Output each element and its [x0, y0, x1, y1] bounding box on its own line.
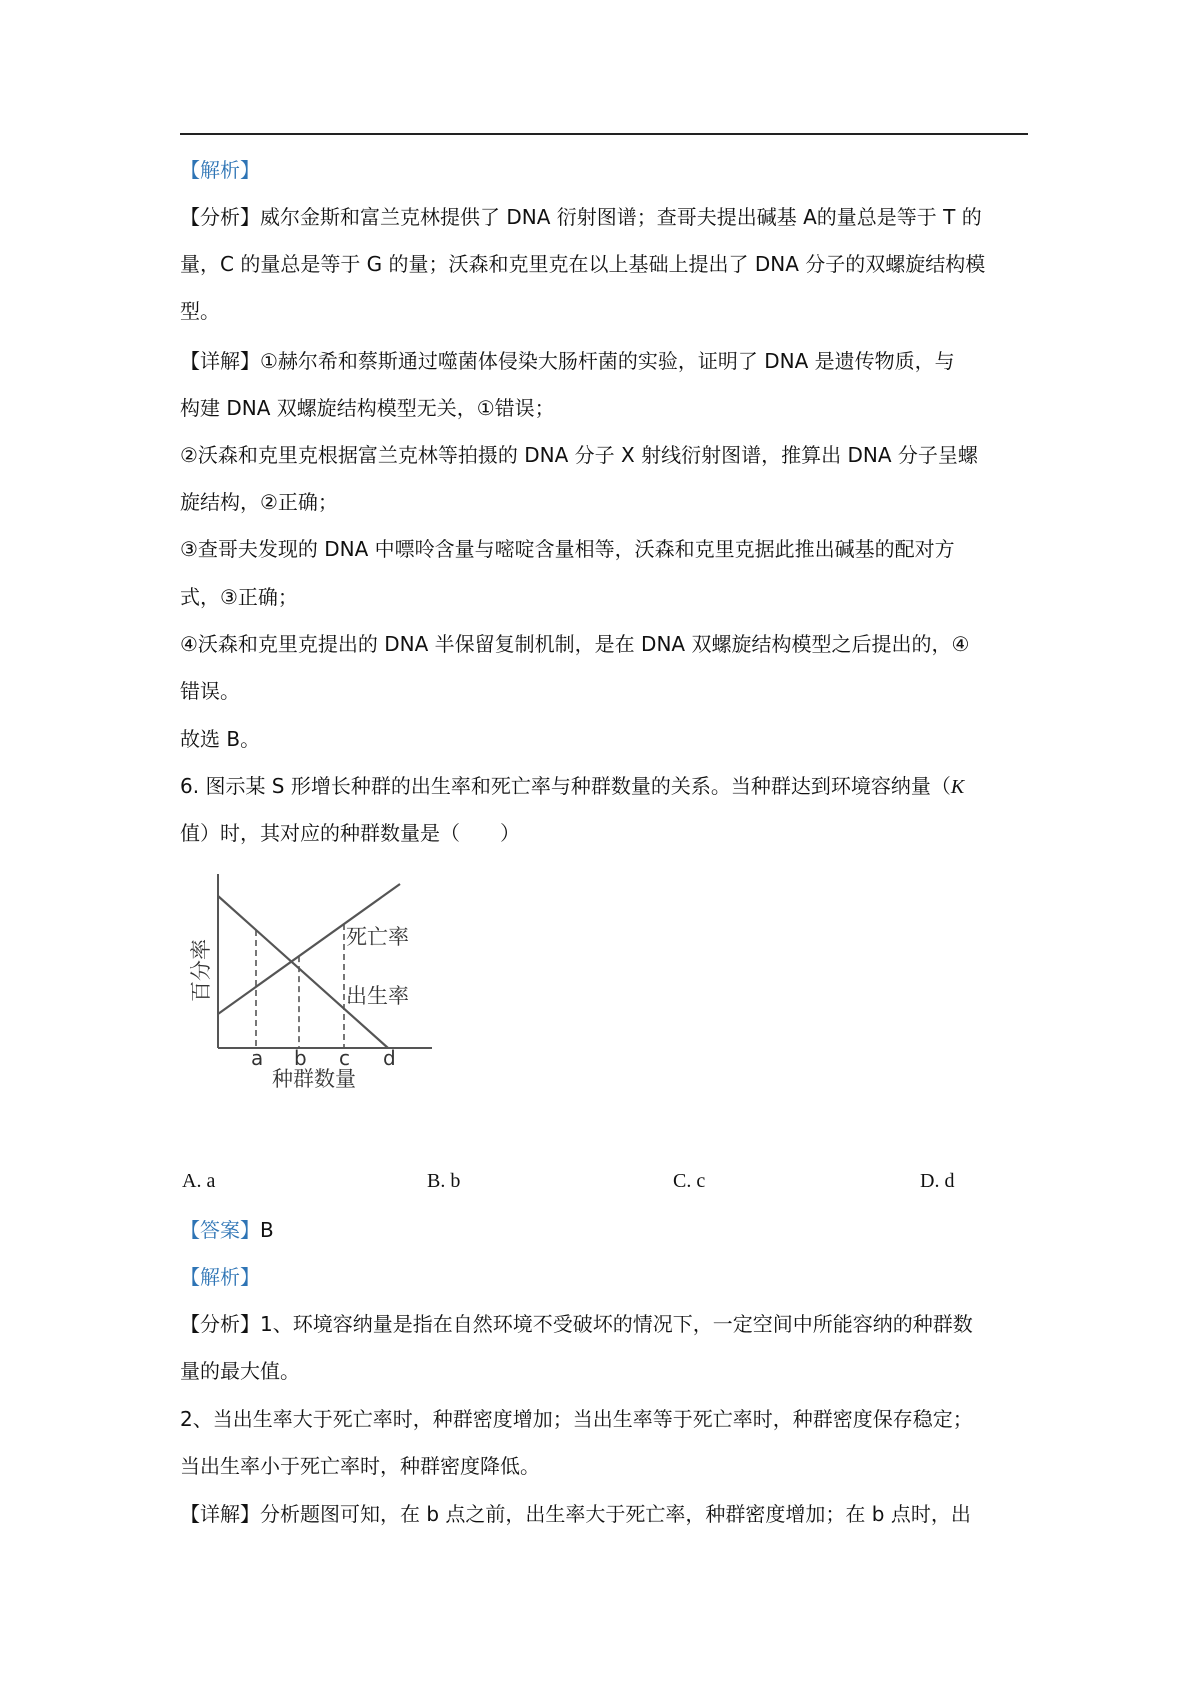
- analysis2-line-3: 2、当出生率大于死亡率时，种群密度增加；当出生率等于死亡率时，种群密度保存稳定；: [180, 1407, 973, 1431]
- question-stem-text: 6. 图示某 S 形增长种群的出生率和死亡率与种群数量的关系。当种群达到环境容纳量（: [180, 774, 951, 798]
- detail-line-2: 构建 DNA 双螺旋结构模型无关，①错误；: [180, 396, 555, 420]
- option-c[interactable]: C. c: [673, 1170, 706, 1192]
- option-b[interactable]: B. b: [427, 1170, 461, 1192]
- answer-tag: 【答案】: [180, 1218, 260, 1242]
- detail-line-6: 式，③正确；: [180, 585, 298, 609]
- option-a[interactable]: A. a: [182, 1170, 216, 1192]
- x-tick-c: c: [339, 1046, 350, 1070]
- detail-line-5: ③查哥夫发现的 DNA 中嘌呤含量与嘧啶含量相等，沃森和克里克据此推出碱基的配对方: [180, 537, 955, 561]
- analysis-line-3: 型。: [180, 299, 220, 323]
- y-axis-label: 百分率: [189, 939, 213, 1002]
- series-line-birth-rate: [218, 896, 388, 1048]
- k-letter: K: [950, 776, 965, 798]
- answer-line: [180, 1216, 274, 1244]
- question-stem-line-1: [180, 772, 964, 801]
- analysis2-line-4: 当出生率小于死亡率时，种群密度降低。: [180, 1454, 540, 1478]
- x-tick-b: b: [294, 1046, 307, 1070]
- analysis-line-1: 【分析】威尔金斯和富兰克林提供了 DNA 衍射图谱；查哥夫提出碱基 A的量总是等于 T 的: [180, 205, 982, 229]
- analysis2-line-2: 量的最大值。: [180, 1359, 300, 1383]
- detail-line-4: 旋结构，②正确；: [180, 490, 338, 514]
- series-label-death-rate: 死亡率: [346, 925, 409, 949]
- analysis-tag: 【解析】: [180, 158, 260, 182]
- x-tick-a: a: [251, 1046, 264, 1070]
- population-rate-chart: [180, 862, 450, 1102]
- conclusion-line: 故选 B。: [180, 727, 261, 751]
- detail-line-3: ②沃森和克里克根据富兰克林等拍摄的 DNA 分子 X 射线衍射图谱，推算出 DNA 分子呈螺: [180, 443, 978, 467]
- question-stem-line-2: 值）时，其对应的种群数量是（ ）: [180, 821, 520, 845]
- detail-line-1: 【详解】①赫尔希和蔡斯通过噬菌体侵染大肠杆菌的实验，证明了 DNA 是遗传物质，与: [180, 349, 955, 373]
- detail-line-7: ④沃森和克里克提出的 DNA 半保留复制机制，是在 DNA 双螺旋结构模型之后提出的，④: [180, 632, 970, 656]
- answer-value: B: [260, 1218, 274, 1242]
- option-d[interactable]: D. d: [920, 1170, 955, 1192]
- x-axis-label: 种群数量: [272, 1067, 356, 1091]
- analysis-tag-2: 【解析】: [180, 1265, 260, 1289]
- analysis-line-2: 量，C 的量总是等于 G 的量；沃森和克里克在以上基础上提出了 DNA 分子的双螺旋结构模: [180, 252, 986, 276]
- series-label-birth-rate: 出生率: [346, 984, 409, 1008]
- header-rule: [180, 133, 1028, 135]
- x-tick-d: d: [383, 1046, 396, 1070]
- detail-line-8: 错误。: [180, 679, 240, 703]
- detail2-line-1: 【详解】分析题图可知，在 b 点之前，出生率大于死亡率，种群密度增加；在 b 点时，出: [180, 1502, 971, 1526]
- analysis2-line-1: 【分析】1、环境容纳量是指在自然环境不受破坏的情况下，一定空间中所能容纳的种群数: [180, 1312, 973, 1336]
